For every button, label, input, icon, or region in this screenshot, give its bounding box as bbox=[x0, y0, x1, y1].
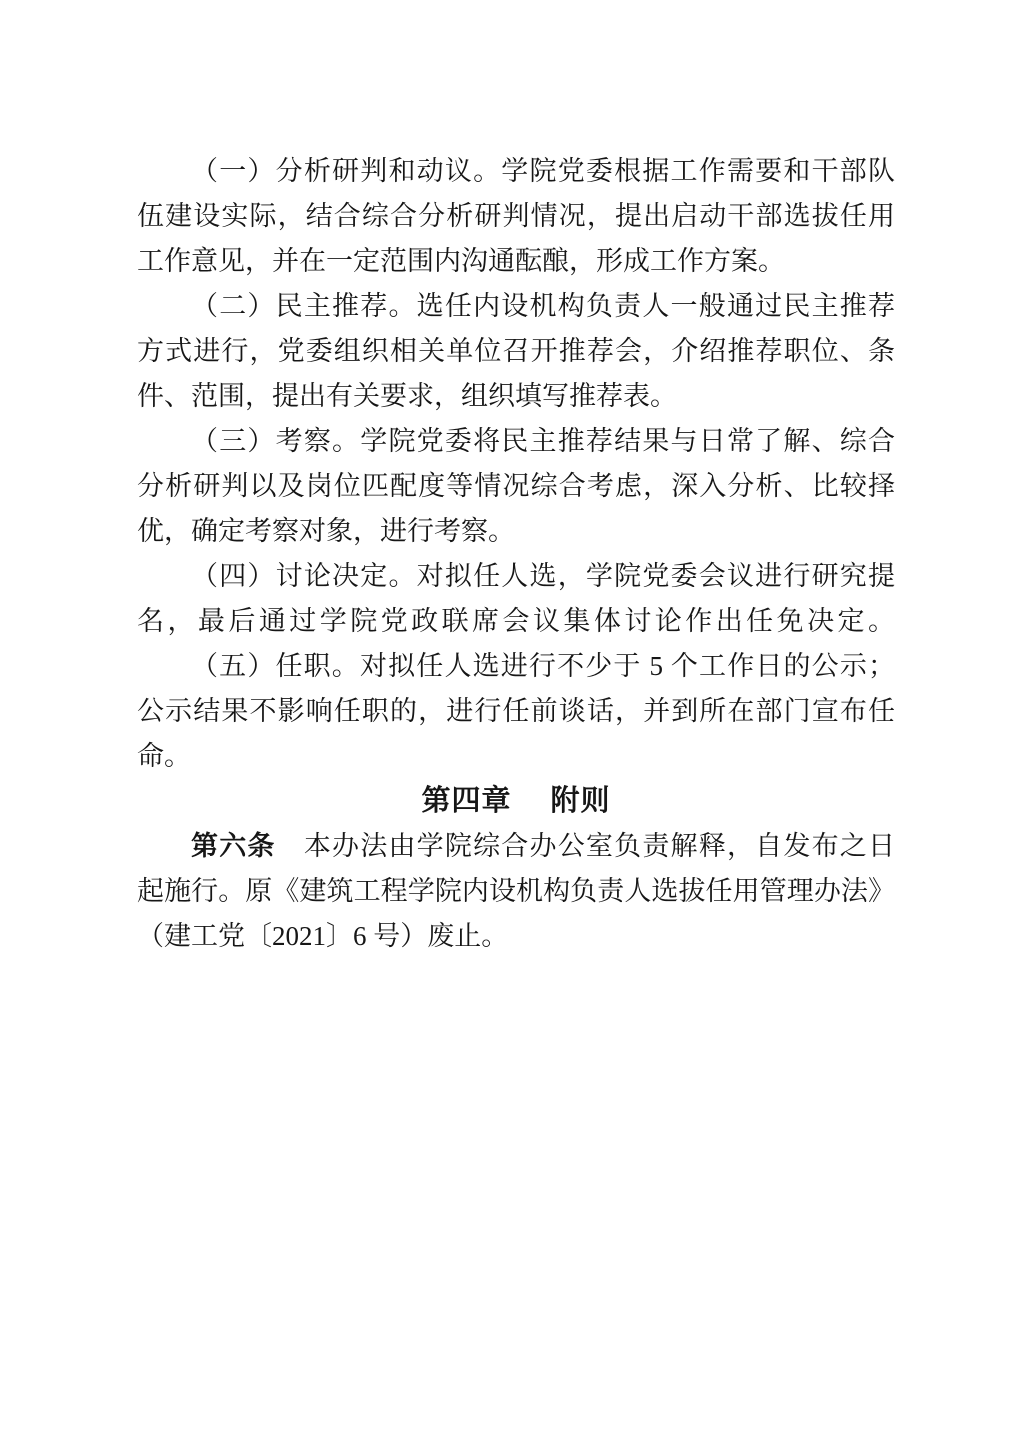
chapter-heading bbox=[137, 779, 895, 824]
text-run: 起施行。原《建筑工程学院内设机构负责人选拔任用管理办法》 bbox=[137, 876, 895, 906]
text-run: 方式进行，党委组织相关单位召开推荐会，介绍推荐职位、条 bbox=[137, 336, 895, 366]
text-line bbox=[137, 329, 895, 374]
text-run: （二）民主推荐。选任内设机构负责人一般通过民主推荐 bbox=[191, 291, 895, 321]
text-line bbox=[137, 554, 895, 599]
text-run: 工作意见，并在一定范围内沟通酝酿，形成工作方案。 bbox=[137, 246, 785, 276]
text-run: 件、范围，提出有关要求，组织填写推荐表。 bbox=[137, 381, 677, 411]
text-run: （五）任职。对拟任人选进行不少于 5 个工作日的公示； bbox=[191, 651, 895, 681]
text-run: 优，确定考察对象，进行考察。 bbox=[137, 516, 515, 546]
text-line bbox=[137, 734, 895, 779]
text-line bbox=[137, 464, 895, 509]
text-run: 命。 bbox=[137, 741, 191, 771]
text-line bbox=[137, 239, 895, 284]
text-line bbox=[137, 509, 895, 554]
text-line bbox=[137, 419, 895, 464]
text-line bbox=[137, 824, 895, 869]
text-run: （三）考察。学院党委将民主推荐结果与日常了解、综合 bbox=[191, 426, 895, 456]
text-run: 名，最后通过学院党政联席会议集体讨论作出任免决定。 bbox=[137, 606, 895, 636]
text-run: 公示结果不影响任职的，进行任前谈话，并到所在部门宣布任 bbox=[137, 696, 895, 726]
text-line bbox=[137, 689, 895, 734]
text-run: （四）讨论决定。对拟任人选，学院党委会议进行研究提 bbox=[191, 561, 895, 591]
text-run: 伍建设实际，结合综合分析研判情况，提出启动干部选拔任用 bbox=[137, 201, 895, 231]
text-line bbox=[137, 599, 895, 644]
text-line bbox=[137, 644, 895, 689]
text-run: 分析研判以及岗位匹配度等情况综合考虑，深入分析、比较择 bbox=[137, 471, 895, 501]
text-line bbox=[137, 284, 895, 329]
text-run: （建工党〔2021〕6 号）废止。 bbox=[137, 921, 509, 951]
text-line bbox=[137, 149, 895, 194]
text-line bbox=[137, 869, 895, 914]
text-run: 第六条 bbox=[191, 831, 276, 861]
text-line bbox=[137, 914, 895, 959]
text-line bbox=[137, 194, 895, 239]
text-line bbox=[137, 374, 895, 419]
text-run: 本办法由学院综合办公室负责解释，自发布之日 bbox=[275, 831, 895, 861]
text-run: 第四章 附则 bbox=[421, 785, 611, 817]
text-run: （一）分析研判和动议。学院党委根据工作需要和干部队 bbox=[191, 156, 895, 186]
document-body bbox=[137, 149, 895, 959]
